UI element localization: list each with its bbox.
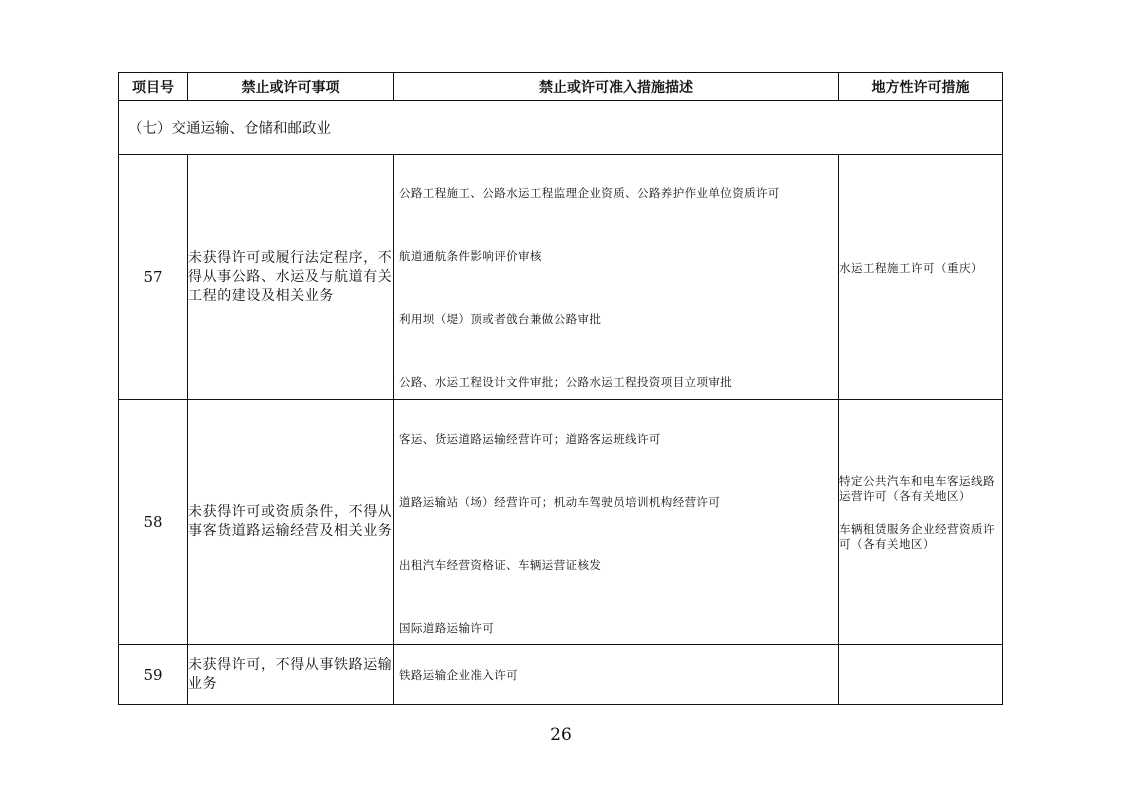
section-title: （七）交通运输、仓储和邮政业: [119, 101, 1003, 155]
header-permit-item: 禁止或许可事项: [188, 73, 394, 101]
measure-text: 道路运输站（场）经营许可；机动车驾驶员培训机构经营许可: [399, 494, 721, 509]
table-header-row: [119, 73, 1003, 101]
local-measure-text: 水运工程施工许可（重庆）: [839, 260, 983, 275]
permit-table: [118, 72, 1003, 705]
row-local-measures: [839, 400, 1003, 645]
row-local-measures: [839, 645, 1003, 705]
row-local-measures: [839, 155, 1003, 400]
header-measure-description: 禁止或许可准入措施描述: [394, 73, 839, 101]
local-measure-text: 车辆租赁服务企业经营资质许可（各有关地区）: [839, 522, 995, 551]
table-row: [119, 400, 1003, 645]
measure-text: 铁路运输企业准入许可: [399, 667, 518, 682]
row-number: 59: [119, 645, 188, 705]
measure-text: 国际道路运输许可: [399, 620, 495, 635]
section-row: [119, 101, 1003, 155]
row-number: 58: [119, 400, 188, 645]
table-row: [119, 645, 1003, 705]
measure-text: 公路工程施工、公路水运工程监理企业资质、公路养护作业单位资质许可: [399, 186, 780, 200]
row-item: 未获得许可或履行法定程序，不得从事公路、水运及与航道有关工程的建设及相关业务: [188, 155, 394, 400]
measure-text: 出租汽车经营资格证、车辆运营证核发: [399, 557, 602, 572]
row-measures: [394, 155, 839, 400]
row-measures: [394, 645, 839, 705]
table-row: [119, 155, 1003, 400]
row-measures: [394, 400, 839, 645]
measure-text: 客运、货运道路运输经营许可；道路客运班线许可: [399, 431, 661, 446]
measure-text: 公路、水运工程设计文件审批；公路水运工程投资项目立项审批: [399, 375, 733, 389]
row-item: 未获得许可，不得从事铁路运输业务: [188, 645, 394, 705]
row-number: 57: [119, 155, 188, 400]
page-number: 26: [550, 725, 572, 745]
local-measure-text: 特定公共汽车和电车客运线路运营许可（各有关地区）: [839, 474, 995, 503]
row-item: 未获得许可或资质条件，不得从事客货道路运输经营及相关业务: [188, 400, 394, 645]
header-local-measures: 地方性许可措施: [839, 73, 1003, 101]
measure-text: 航道通航条件影响评价审核: [399, 249, 542, 263]
measure-text: 利用坝（堤）顶或者戗台兼做公路审批: [399, 312, 602, 326]
header-item-number: 项目号: [119, 73, 188, 101]
